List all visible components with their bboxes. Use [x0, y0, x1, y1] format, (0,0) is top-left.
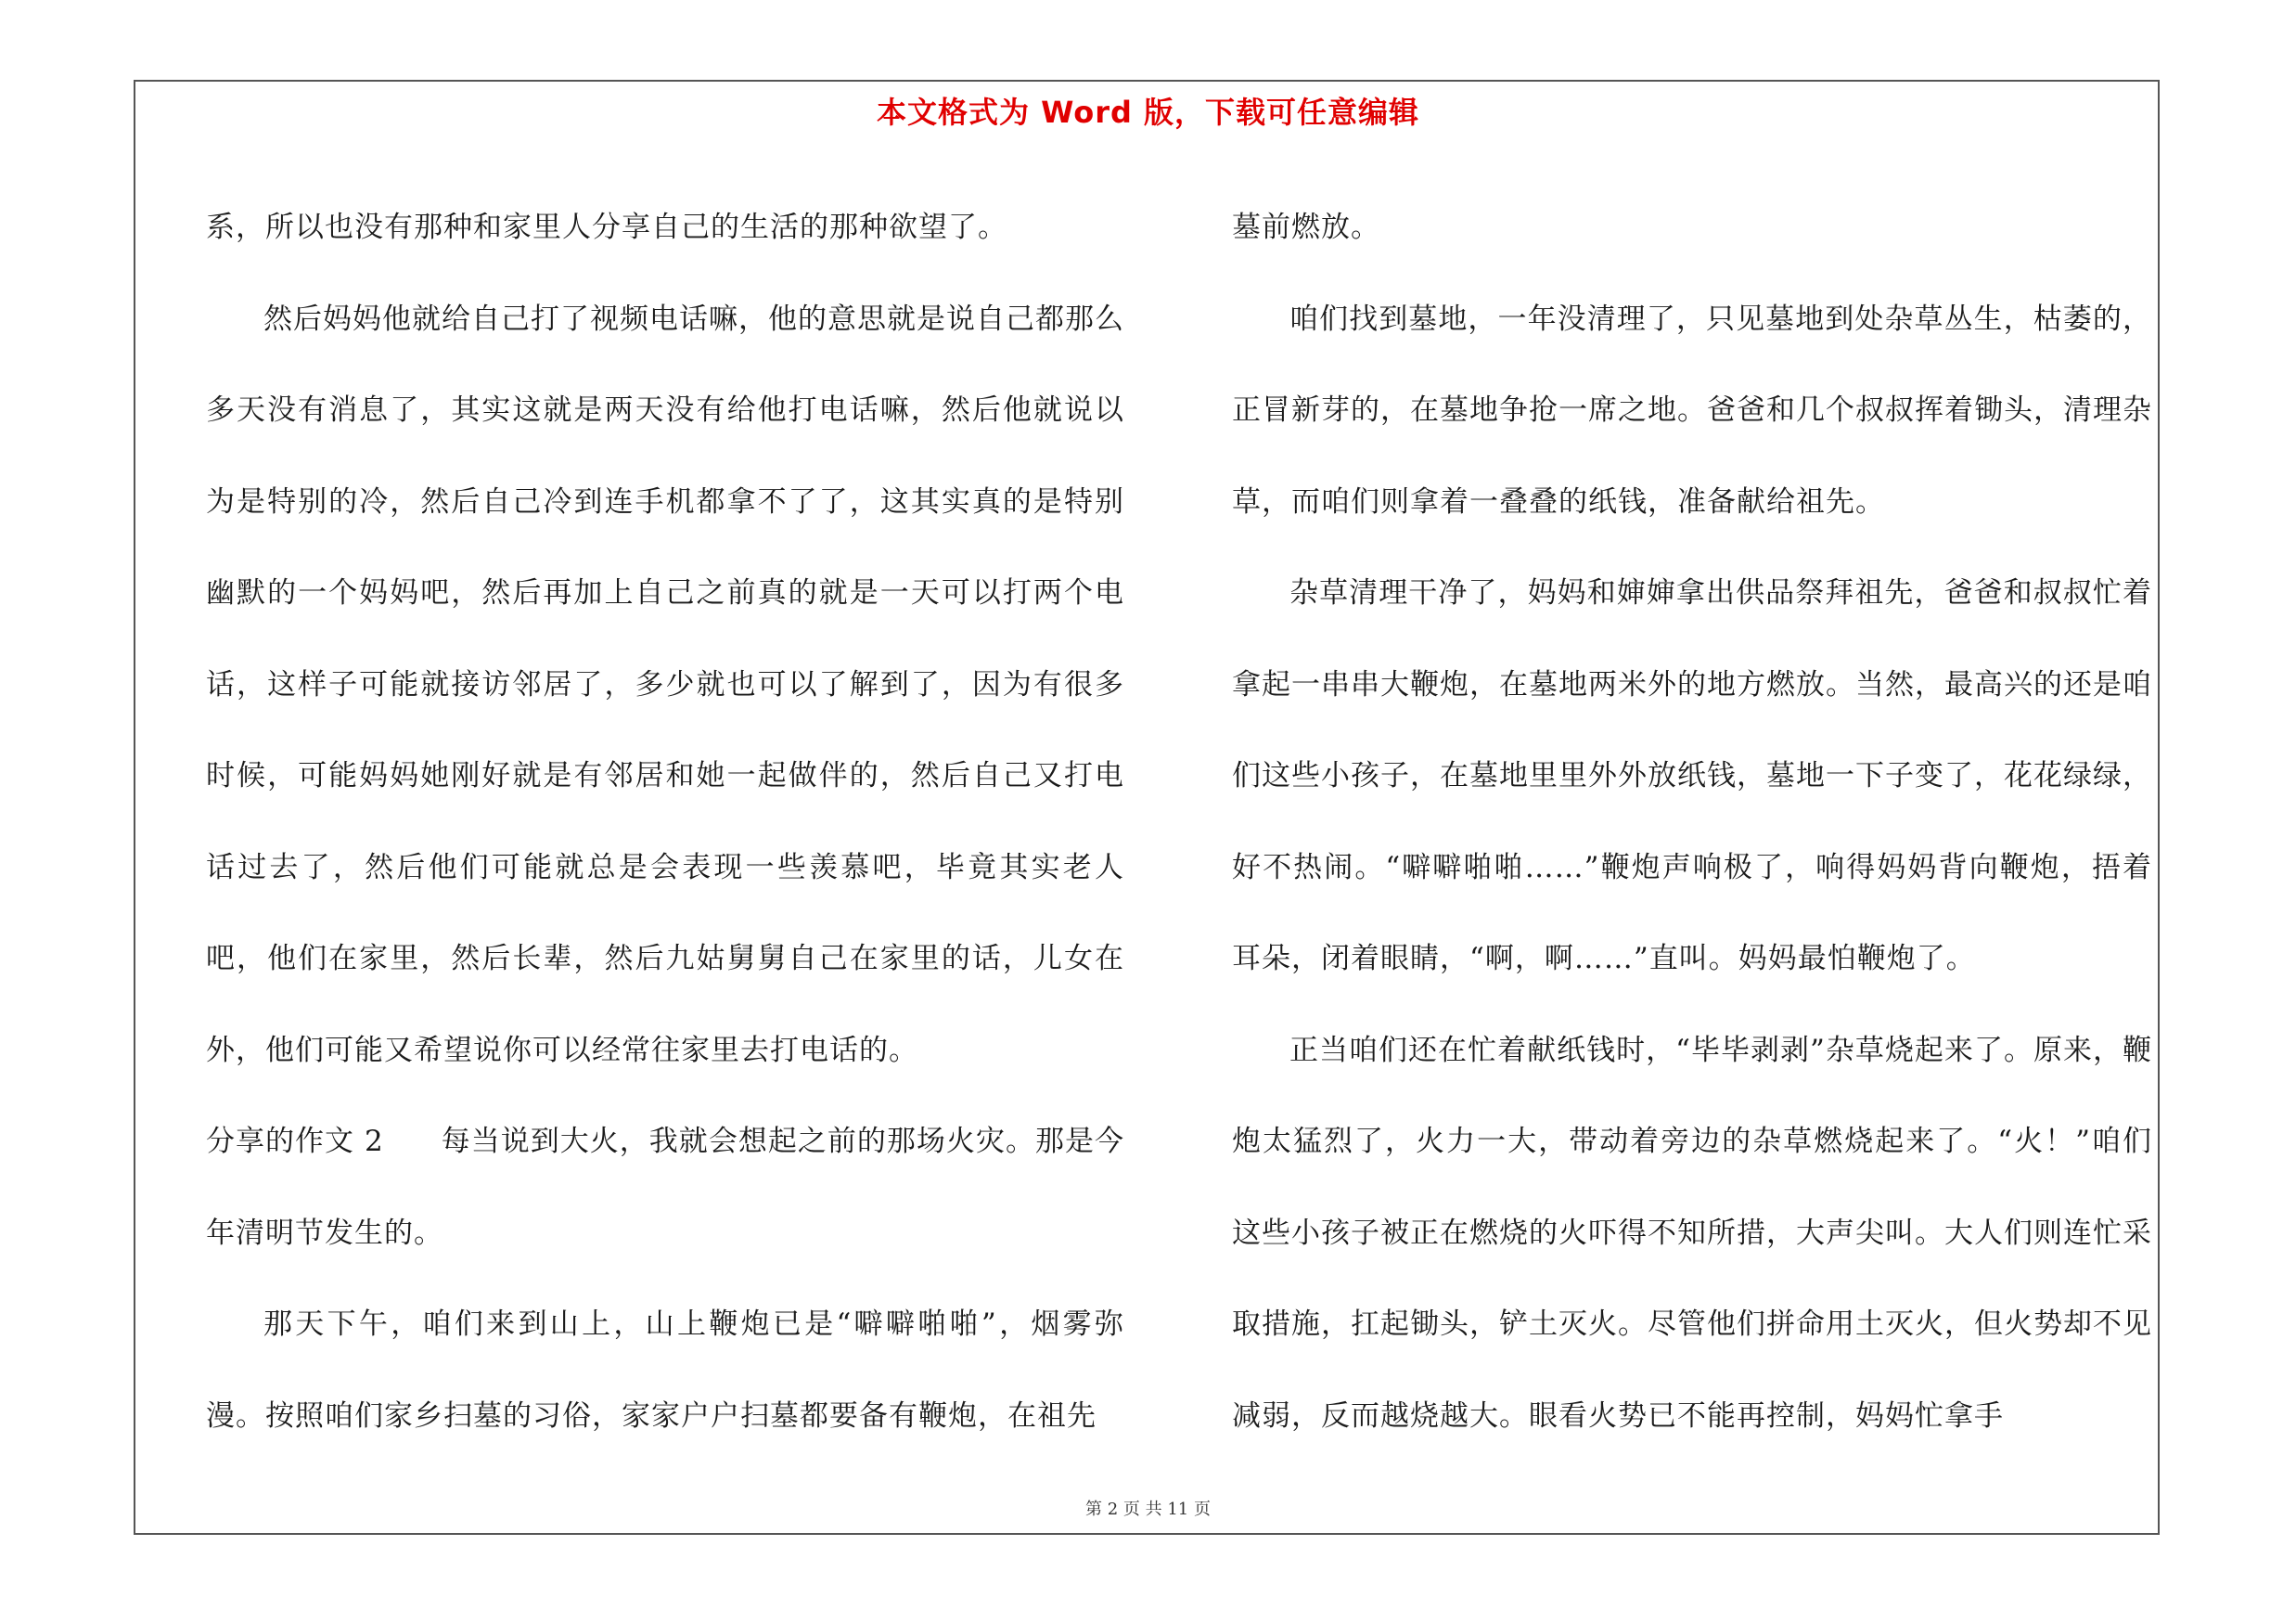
- right-column: [1232, 182, 2152, 1462]
- paragraph: 杂草清理干净了，妈妈和婶婶拿出供品祭拜祖先，爸爸和叔叔忙着拿起一串串大鞭炮，在墓地两米外的地方燃放。当然，最高兴的还是咱们这些小孩子，在墓地里里外外放纸钱，墓地一下子变了，花花绿绿，好不热闹。“噼噼啪啪……”鞭炮声响极了，响得妈妈背向鞭炮，捂着耳朵，闭着眼睛，“啊，啊……”直叫。妈妈最怕鞭炮了。: [1232, 576, 2152, 975]
- section-heading-label: 分享的作文 2: [206, 1125, 384, 1158]
- header-banner: 本文格式为 Word 版，下载可任意编辑: [876, 95, 1420, 130]
- paragraph: 那天下午，咱们来到山上，山上鞭炮已是“噼噼啪啪”，烟雾弥漫。按照咱们家乡扫墓的习俗，家家户户扫墓都要备有鞭炮，在祖先: [206, 1307, 1124, 1433]
- paragraph: 咱们找到墓地，一年没清理了，只见墓地到处杂草丛生，枯萎的，正冒新芽的，在墓地争抢一席之地。爸爸和几个叔叔挥着锄头，清理杂草，而咱们则拿着一叠叠的纸钱，准备献给祖先。: [1232, 302, 2152, 519]
- paragraph: 墓前燃放。: [1232, 211, 1380, 244]
- paragraph: 系，所以也没有那种和家里人分享自己的生活的那种欲望了。: [206, 211, 1007, 244]
- section-heading: [206, 1096, 1124, 1279]
- left-column: [206, 182, 1124, 1462]
- paragraph: 正当咱们还在忙着献纸钱时，“毕毕剥剥”杂草烧起来了。原来，鞭炮太猛烈了，火力一大，带动着旁边的杂草燃烧起来了。“火！”咱们这些小孩子被正在燃烧的火吓得不知所措，大声尖叫。大人们则连忙采取措施，扛起锄头，铲土灭火。尽管他们拼命用土灭火，但火势却不见减弱，反而越烧越大。眼看火势已不能再控制，妈妈忙拿手: [1232, 1033, 2152, 1433]
- page-number: 第 2 页 共 11 页: [1085, 1500, 1211, 1519]
- paragraph: 然后妈妈他就给自己打了视频电话嘛，他的意思就是说自己都那么多天没有消息了，其实这就是两天没有给他打电话嘛，然后他就说以为是特别的冷，然后自己冷到连手机都拿不了了，这其实真的是特别幽默的一个妈妈吧，然后再加上自己之前真的就是一天可以打两个电话，这样子可能就接访邻居了，多少就也可以了解到了，因为有很多时候，可能妈妈她刚好就是有邻居和她一起做伴的，然后自己又打电话过去了，然后他们可能就总是会表现一些羡慕吧，毕竟其实老人吧，他们在家里，然后长辈，然后九姑舅舅自己在家里的话，儿女在外，他们可能又希望说你可以经常往家里去打电话的。: [206, 302, 1124, 1067]
- section-heading-text: 每当说到大火，我就会想起之前的那场火灾。那是今年清明节发生的。: [206, 1125, 1125, 1250]
